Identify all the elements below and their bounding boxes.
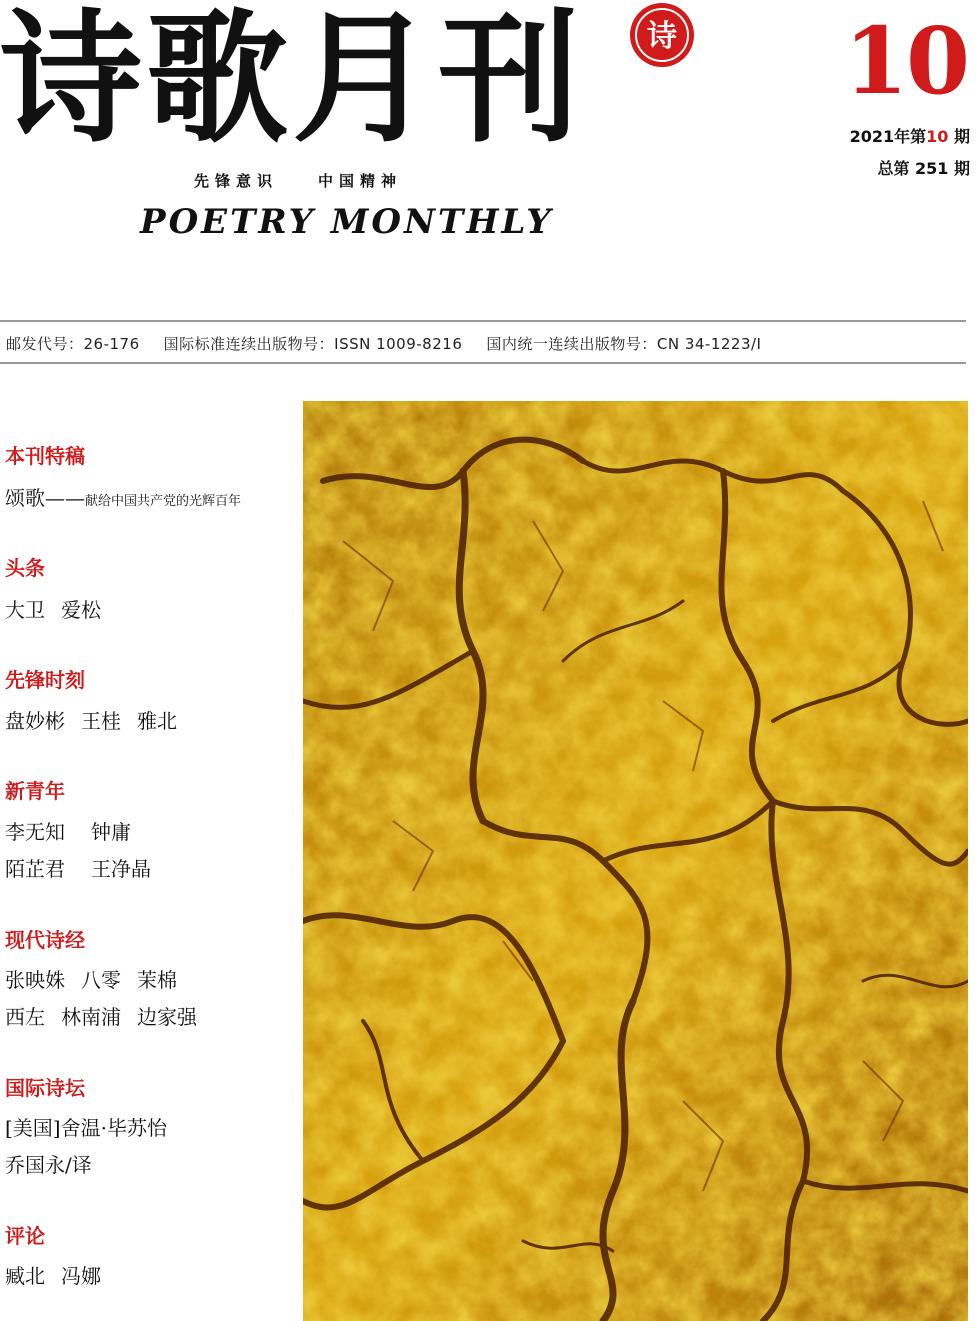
cover-artwork [303,401,968,1321]
toc-entry: 西左 [5,1005,45,1029]
toc-entry: 王净晶 [91,857,151,881]
slogan [194,170,494,191]
toc-entry: 张映姝 [5,968,65,992]
toc-entry-title: 颂歌—— [5,486,85,510]
section-line [5,1112,167,1141]
toc-entry: 陌芷君 [5,857,65,881]
registration-bar [6,333,968,355]
section-line [5,482,241,511]
seal-character: 诗 [647,19,677,54]
issue-num: 10 [926,127,949,146]
section-line [5,594,101,623]
toc-entry: 大卫 [5,598,45,622]
cn-number: 国内统一连续出版物号：CN 34-1223/I [486,335,762,353]
section-title-international: 国际诗坛 [5,1076,85,1100]
postal-code: 邮发代号：26-176 [6,335,140,353]
issue-prefix: 2021年第 [849,127,927,146]
section-line [5,816,131,845]
toc-entry: 冯娜 [61,1264,101,1288]
cracked-gold-texture [303,401,968,1321]
toc-entry: 盘妙彬 [5,709,65,733]
toc-entry: 茉棉 [137,968,177,992]
slogan-left: 先锋意识 [194,172,279,190]
toc-entry [5,486,241,510]
toc-entry: 王桂 [81,709,121,733]
section-line [5,705,177,734]
toc-entry: 雅北 [137,709,177,733]
section-title-headline: 头条 [5,556,45,580]
seal-stamp [627,0,697,70]
section-line [5,964,177,993]
divider-top [0,320,966,322]
toc-entry: 臧北 [5,1264,45,1288]
toc-entry: 钟庸 [91,820,131,844]
toc-entry: 八零 [81,968,121,992]
section-line [5,1001,197,1030]
section-title-youth: 新青年 [5,779,65,803]
toc-entry: 乔国永/译 [5,1153,92,1177]
issn-number: 国际标准连续出版物号：ISSN 1009-8216 [163,335,463,353]
total-issue: 总第 251 期 [877,159,970,178]
toc-entry: 爱松 [61,598,101,622]
toc-entry: 边家强 [137,1005,197,1029]
section-title-special: 本刊特稿 [5,444,85,468]
english-title: POETRY MONTHLY [140,202,554,242]
section-line [5,853,151,882]
section-line [5,1260,101,1289]
issue-number-large: 10 [843,7,968,115]
issue-suffix: 期 [953,127,970,146]
section-title-review: 评论 [5,1224,45,1248]
section-title-modern: 现代诗经 [5,928,85,952]
magazine-title [0,0,600,160]
title-text: 诗歌月刊 [0,0,584,160]
toc-entry: [美国]舍温·毕苏怡 [5,1116,167,1140]
slogan-right: 中国精神 [318,172,403,190]
title-calligraphy [0,0,600,160]
toc-entry: 李无知 [5,820,65,844]
section-line [5,1149,92,1178]
divider-bottom [0,362,966,364]
toc-entry-subtitle: 献给中国共产党的光辉百年 [85,494,242,509]
issue-line [810,124,970,147]
toc-entry: 林南浦 [61,1005,121,1029]
section-title-vanguard: 先锋时刻 [5,668,85,692]
